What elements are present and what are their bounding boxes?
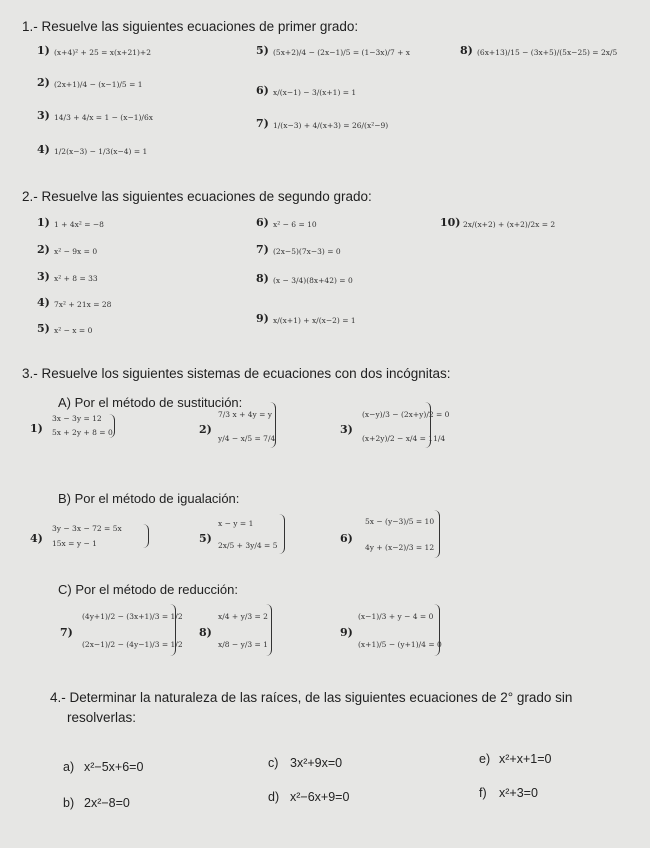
q4-item-a-equation: x²−5x+6=0: [84, 760, 144, 774]
q3-item-4-line2: 15x = y − 1: [52, 539, 97, 548]
method-reduction-heading: C) Por el método de reducción:: [58, 582, 238, 597]
q2-item-10-equation: 2x/(x+2) + (x+2)/2x = 2: [463, 220, 556, 229]
q3-item-3-line2: (x+2y)/2 − x/4 = 11/4: [362, 434, 446, 443]
section-1-title: 1.- Resuelve las siguientes ecuaciones de primer grado:: [22, 19, 359, 34]
q3-item-9-line2: (x+1)/5 − (y+1)/4 = 0: [358, 640, 442, 649]
q3-item-7-line2: (2x−1)/2 − (4y−1)/3 = 1/2: [82, 640, 183, 649]
q1-item-4-number: 4): [37, 143, 50, 156]
q1-item-8-number: 8): [460, 44, 473, 57]
section-3-title: 3.- Resuelve los siguientes sistemas de ecuaciones con dos incógnitas:: [22, 366, 451, 381]
q2-item-6-equation: x² − 6 = 10: [273, 220, 317, 229]
q2-item-5-number: 5): [37, 322, 50, 335]
q3-item-7-line1: (4y+1)/2 − (3x+1)/3 = 1/2: [82, 612, 183, 621]
q2-item-6-number: 6): [256, 216, 269, 229]
system-brace: [277, 514, 285, 554]
section-4-title-line1: 4.- Determinar la naturaleza de las raíces, de las siguientes ecuaciones de 2° grado sin: [50, 690, 573, 705]
system-brace: [264, 604, 272, 656]
system-brace: [268, 402, 276, 448]
system-brace: [108, 414, 115, 438]
q1-item-8-equation: (6x+13)/15 − (3x+5)/(5x−25) = 2x/5: [477, 48, 618, 57]
q2-item-7-equation: (2x−5)(7x−3) = 0: [273, 247, 341, 256]
q2-item-9-equation: x/(x+1) + x/(x−2) = 1: [273, 316, 356, 325]
q4-item-f-label: f): [479, 786, 487, 800]
system-brace: [423, 402, 431, 448]
system-brace: [168, 604, 176, 656]
q1-item-3-equation: 14/3 + 4/x = 1 − (x−1)/6x: [54, 113, 153, 122]
q4-item-f-equation: x²+3=0: [499, 786, 538, 800]
q3-item-6-number: 6): [340, 532, 353, 545]
section-4-title-line2: resolverlas:: [67, 710, 137, 725]
q4-item-c-equation: 3x²+9x=0: [290, 756, 343, 770]
q1-item-3-number: 3): [37, 109, 50, 122]
q3-item-8-line1: x/4 + y/3 = 2: [218, 612, 268, 621]
q1-item-7-equation: 1/(x−3) + 4/(x+3) = 26/(x²−9): [273, 121, 389, 130]
q2-item-8-number: 8): [256, 272, 269, 285]
q4-item-c-label: c): [268, 756, 279, 770]
section-2-title: 2.- Resuelve las siguientes ecuaciones de segundo grado:: [22, 189, 372, 204]
q1-item-2-number: 2): [37, 76, 50, 89]
q2-item-1-equation: 1 + 4x² = −8: [54, 220, 104, 229]
q1-item-5-number: 5): [256, 44, 269, 57]
q1-item-6-number: 6): [256, 84, 269, 97]
q1-item-6-equation: x/(x−1) − 3/(x+1) = 1: [273, 88, 357, 97]
q3-item-2-number: 2): [199, 423, 212, 436]
q2-item-3-equation: x² + 8 = 33: [54, 274, 98, 283]
q4-item-a-label: a): [63, 760, 75, 774]
q3-item-5-line2: 2x/5 + 3y/4 = 5: [218, 541, 278, 550]
q1-item-5-equation: (5x+2)/4 − (2x−1)/5 = (1−3x)/7 + x: [273, 48, 411, 57]
q3-item-4-line1: 3y − 3x − 72 = 5x: [52, 524, 122, 533]
q3-item-4-number: 4): [30, 532, 43, 545]
q3-item-2-line2: y/4 − x/5 = 7/4: [218, 434, 276, 443]
q2-item-2-equation: x² − 9x = 0: [54, 247, 98, 256]
q2-item-7-number: 7): [256, 243, 269, 256]
q1-item-4-equation: 1/2(x−3) − 1/3(x−4) = 1: [54, 147, 148, 156]
method-equalization-heading: B) Por el método de igualación:: [58, 491, 240, 506]
q4-item-d-label: d): [268, 790, 280, 804]
q3-item-3-number: 3): [340, 423, 353, 436]
q3-item-9-line1: (x−1)/3 + y − 4 = 0: [358, 612, 434, 621]
q2-item-9-number: 9): [256, 312, 269, 325]
q3-item-6-line2: 4y + (x−2)/3 = 12: [365, 543, 435, 552]
q2-item-8-equation: (x − 3/4)(8x+42) = 0: [273, 276, 353, 285]
q2-item-4-equation: 7x² + 21x = 28: [54, 300, 112, 309]
q3-item-2-line1: 7/3 x + 4y = y: [218, 410, 273, 419]
q1-item-1-number: 1): [37, 44, 50, 57]
q1-item-1-equation: (x+4)² + 25 = x(x+21)+2: [54, 48, 151, 57]
q3-item-5-number: 5): [199, 532, 212, 545]
q3-item-6-line1: 5x − (y−3)/5 = 10: [365, 517, 435, 526]
q2-item-4-number: 4): [37, 296, 50, 309]
q2-item-3-number: 3): [37, 270, 50, 283]
q4-item-e-label: e): [479, 752, 491, 766]
system-brace: [432, 510, 440, 558]
q3-item-1-line1: 3x − 3y = 12: [52, 414, 102, 423]
q4-item-e-equation: x²+x+1=0: [499, 752, 552, 766]
system-brace: [142, 524, 149, 548]
q3-item-3-line1: (x−y)/3 − (2x+y)/2 = 0: [362, 410, 450, 419]
q3-item-8-line2: x/8 − y/3 = 1: [218, 640, 268, 649]
q4-item-d-equation: x²−6x+9=0: [290, 790, 350, 804]
q2-item-2-number: 2): [37, 243, 50, 256]
q3-item-7-number: 7): [60, 626, 73, 639]
system-brace: [432, 604, 440, 656]
q4-item-b-label: b): [63, 796, 75, 810]
q3-item-1-line2: 5x + 2y + 8 = 0: [52, 428, 113, 437]
q3-item-5-line1: x − y = 1: [218, 519, 254, 528]
method-substitution-heading: A) Por el método de sustitución:: [58, 395, 243, 410]
q3-item-8-number: 8): [199, 626, 212, 639]
q1-item-7-number: 7): [256, 117, 269, 130]
q2-item-1-number: 1): [37, 216, 50, 229]
q3-item-1-number: 1): [30, 422, 43, 435]
q2-item-10-number: 10): [440, 216, 461, 229]
q1-item-2-equation: (2x+1)/4 − (x−1)/5 = 1: [54, 80, 143, 89]
q4-item-b-equation: 2x²−8=0: [84, 796, 130, 810]
q2-item-5-equation: x² − x = 0: [54, 326, 93, 335]
q3-item-9-number: 9): [340, 626, 353, 639]
